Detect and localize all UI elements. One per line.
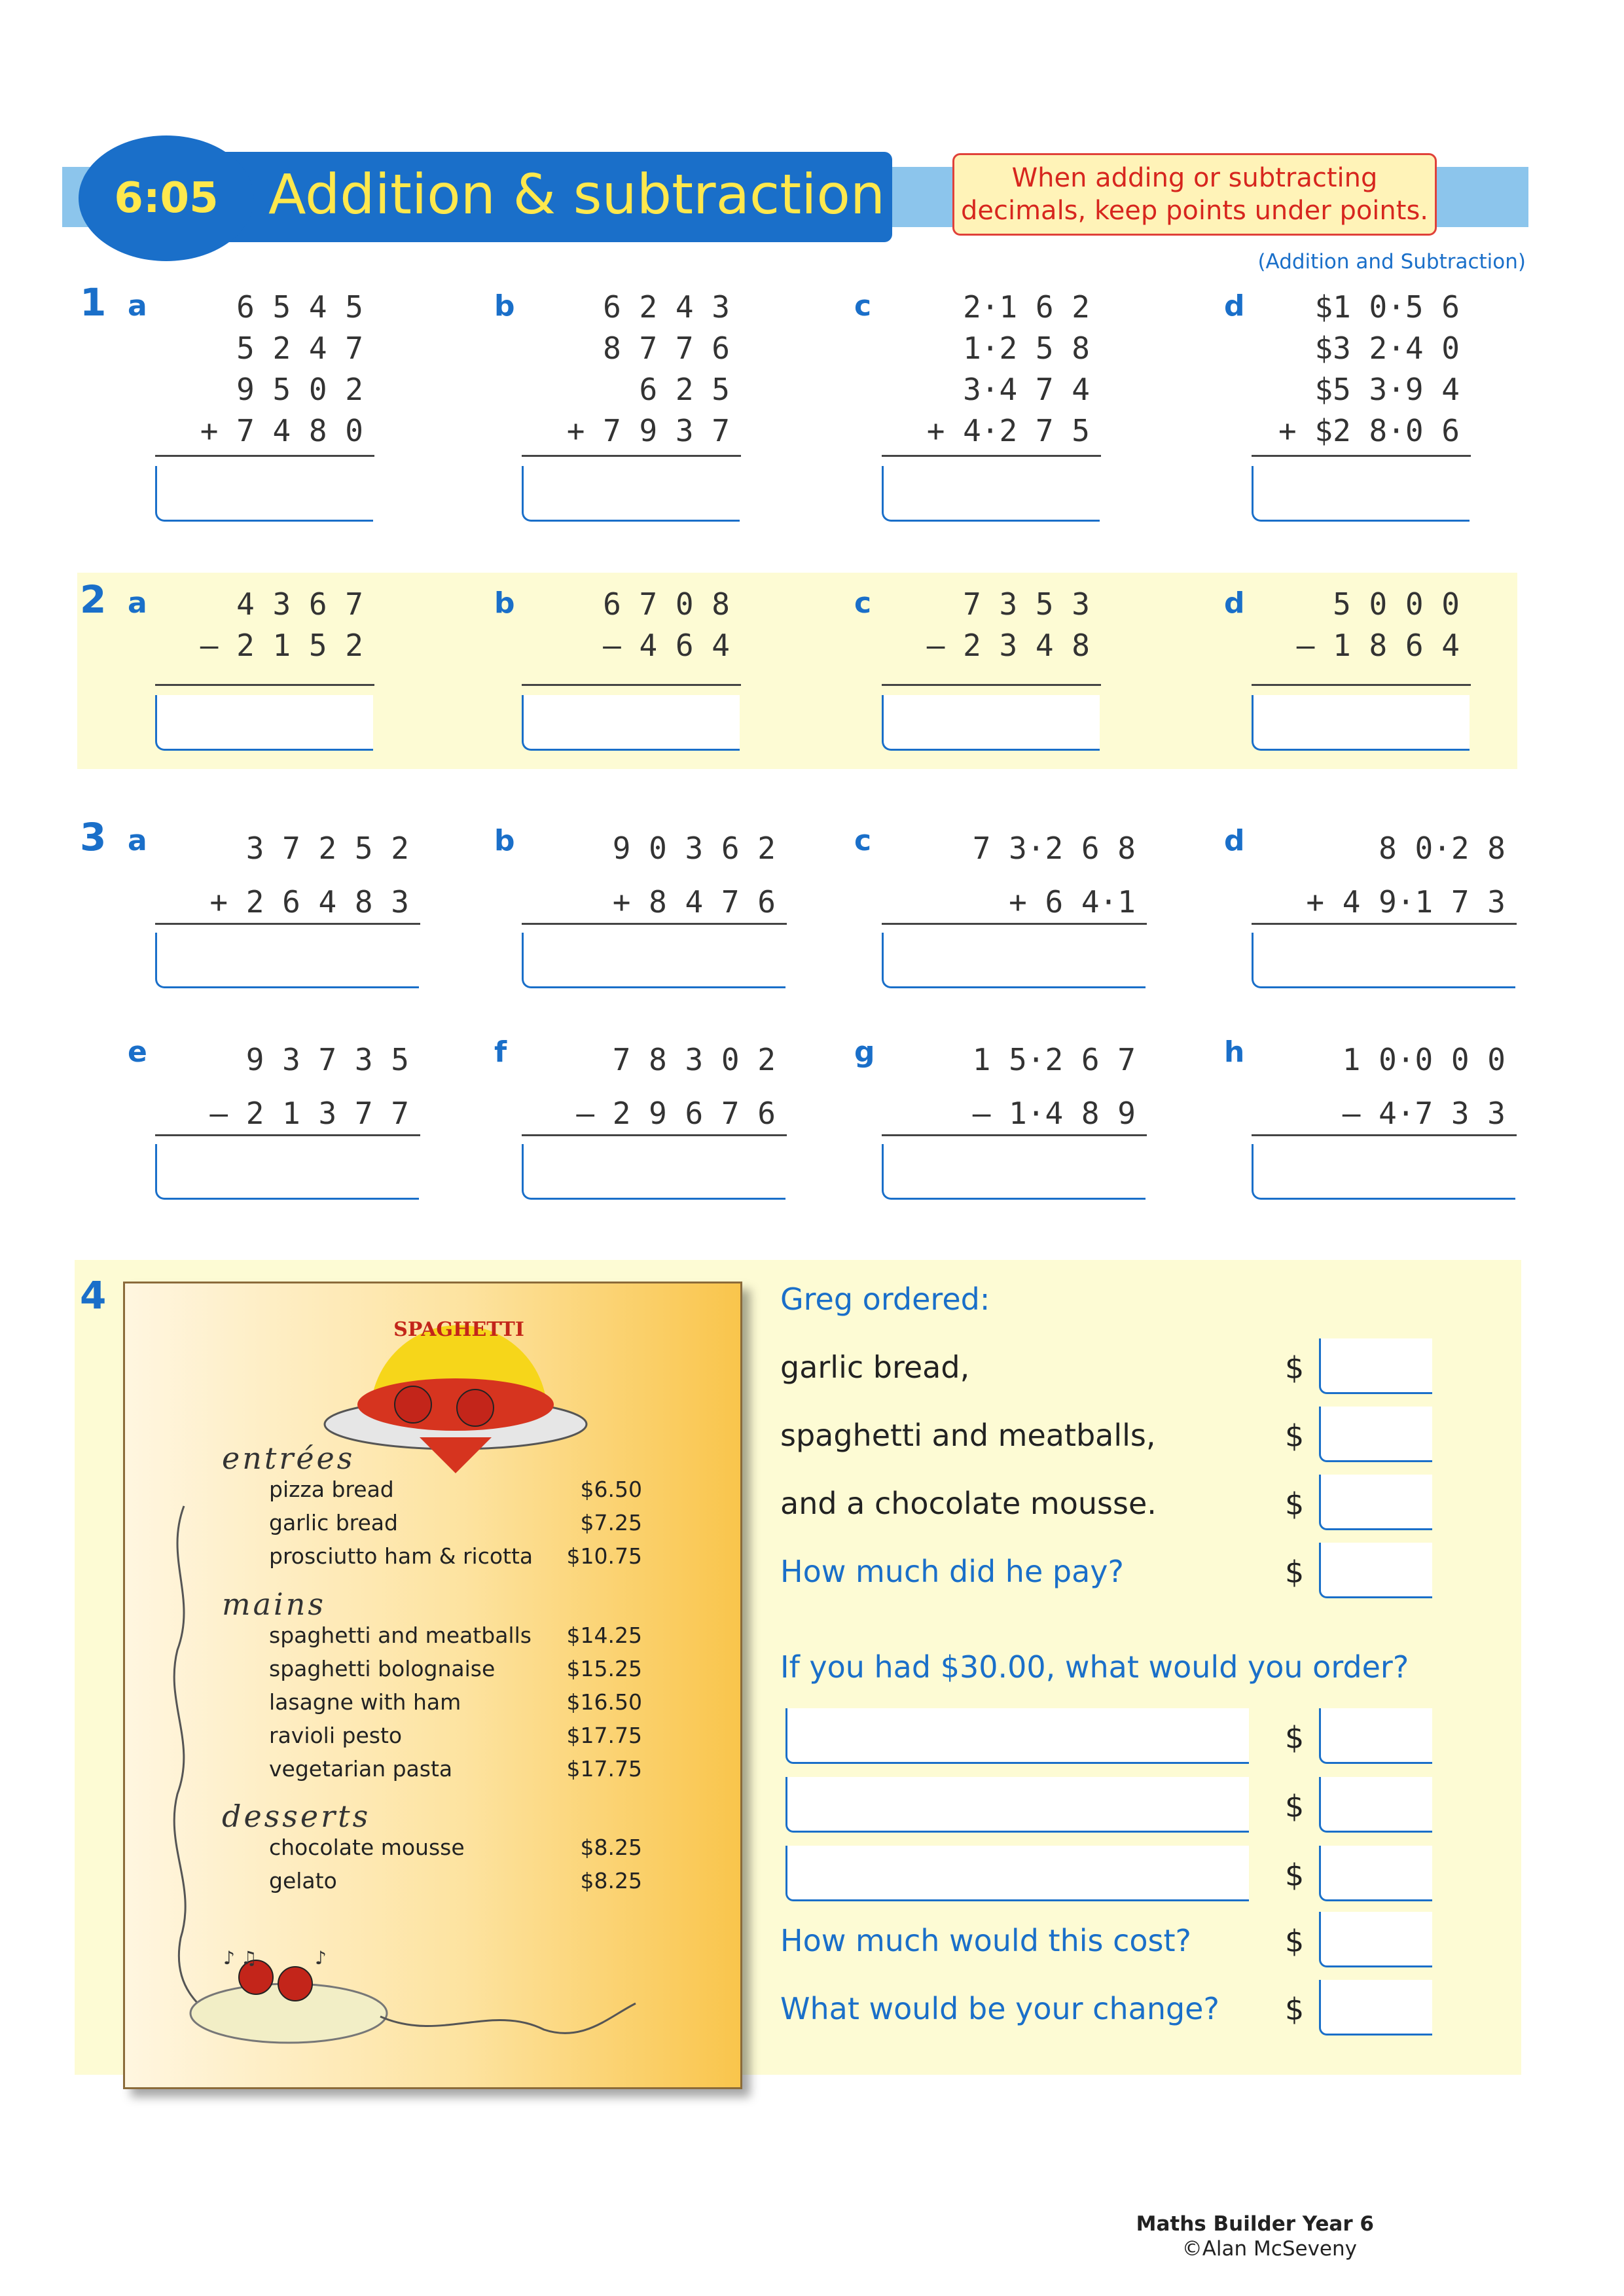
q3-part-b-answer-box[interactable] bbox=[522, 933, 785, 988]
menu-category-1: mains bbox=[222, 1587, 326, 1622]
greg-ordered: Greg ordered: bbox=[780, 1282, 990, 1317]
header-oval bbox=[79, 135, 254, 261]
q1-part-a-row: + 7 4 8 0 bbox=[200, 413, 363, 448]
menu-item-price: $17.75 bbox=[566, 1723, 642, 1748]
menu-item-price: $7.25 bbox=[580, 1510, 642, 1535]
q2-part-b-sum bbox=[524, 584, 730, 666]
menu-item-name: spaghetti bolognaise bbox=[269, 1656, 496, 1681]
q3-part-d-row: + 4 9·1 7 3 bbox=[1306, 884, 1506, 920]
if-question: If you had $30.00, what would you order? bbox=[780, 1649, 1409, 1685]
pay-question: How much did he pay? bbox=[780, 1554, 1124, 1589]
dollar-sign: $ bbox=[1285, 1720, 1305, 1755]
q3-part-g-answer-box[interactable] bbox=[882, 1144, 1146, 1200]
dollar-sign: $ bbox=[1285, 1554, 1305, 1590]
q3-part-b-line bbox=[522, 923, 787, 925]
question-3-number: 3 bbox=[80, 815, 107, 859]
q1-part-c-label: c bbox=[854, 289, 872, 323]
money-answer-box[interactable] bbox=[1319, 1708, 1432, 1764]
q1-part-b-row: 6 2 5 bbox=[639, 372, 730, 407]
q2-part-b-answer-box[interactable] bbox=[522, 695, 740, 751]
money-answer-box[interactable] bbox=[1319, 1846, 1432, 1901]
q1-part-b-label: b bbox=[494, 289, 515, 323]
q2-part-c-row: 7 3 5 3 bbox=[963, 586, 1090, 622]
tip-line-2: decimals, keep points under points. bbox=[960, 196, 1429, 226]
menu-item-name: prosciutto ham & ricotta bbox=[269, 1543, 533, 1569]
q1-part-b-sum bbox=[524, 287, 730, 452]
menu-item-name: gelato bbox=[269, 1868, 337, 1893]
q1-part-d-sum bbox=[1254, 287, 1460, 452]
money-answer-box[interactable] bbox=[1319, 1912, 1432, 1967]
q3-part-c-answer-box[interactable] bbox=[882, 933, 1146, 988]
menu-item-price: $17.75 bbox=[566, 1756, 642, 1782]
dollar-sign: $ bbox=[1285, 1418, 1305, 1454]
menu-card bbox=[123, 1282, 742, 2089]
q3-part-g-line bbox=[882, 1134, 1147, 1136]
q3-part-e-sum bbox=[157, 1033, 409, 1140]
menu-item-name: chocolate mousse bbox=[269, 1835, 465, 1860]
q1-part-c-row: 2·1 6 2 bbox=[963, 289, 1090, 325]
menu-item-price: $8.25 bbox=[580, 1868, 642, 1893]
q3-part-b-sum bbox=[524, 821, 776, 929]
q2-part-d-line bbox=[1252, 684, 1471, 686]
footer-copyright: ©Alan McSeveny bbox=[1182, 2237, 1357, 2261]
q2-part-c-label: c bbox=[854, 586, 872, 620]
q1-part-c-row: 3·4 7 4 bbox=[963, 372, 1090, 407]
order-choice-field-2[interactable] bbox=[785, 1777, 1249, 1833]
noodle-decoration bbox=[125, 1283, 740, 2087]
q2-part-d-row: 5 0 0 0 bbox=[1333, 586, 1460, 622]
menu-item-price: $16.50 bbox=[566, 1689, 642, 1715]
question-4-number: 4 bbox=[80, 1273, 107, 1318]
q2-part-c-answer-box[interactable] bbox=[882, 695, 1100, 751]
q1-part-b-row: 6 2 4 3 bbox=[603, 289, 730, 325]
change-question: What would be your change? bbox=[780, 1991, 1219, 2026]
q3-part-e-row: – 2 1 3 7 7 bbox=[209, 1096, 409, 1131]
tip-box bbox=[952, 153, 1437, 236]
q3-part-h-label: h bbox=[1224, 1035, 1245, 1069]
q3-part-e-answer-box[interactable] bbox=[155, 1144, 419, 1200]
q3-part-d-row: 8 0·2 8 bbox=[1379, 831, 1506, 866]
money-answer-box[interactable] bbox=[1319, 1407, 1432, 1462]
singing-meatball-2 bbox=[278, 1967, 312, 2001]
q1-part-a-sum bbox=[157, 287, 363, 452]
q3-part-b-label: b bbox=[494, 824, 515, 857]
q1-part-d-label: d bbox=[1224, 289, 1245, 323]
menu-item-price: $8.25 bbox=[580, 1835, 642, 1860]
q3-part-f-sum bbox=[524, 1033, 776, 1140]
q1-part-c-line bbox=[882, 455, 1101, 457]
menu-item-name: lasagne with ham bbox=[269, 1689, 461, 1715]
menu-item-price: $10.75 bbox=[566, 1543, 642, 1569]
q3-part-d-answer-box[interactable] bbox=[1252, 933, 1515, 988]
menu-item-price: $6.50 bbox=[580, 1477, 642, 1502]
q1-part-a-answer-box[interactable] bbox=[155, 466, 373, 522]
q3-part-e-label: e bbox=[128, 1035, 147, 1069]
q2-part-a-row: 4 3 6 7 bbox=[236, 586, 363, 622]
dollar-sign: $ bbox=[1285, 1857, 1305, 1893]
menu-item-name: pizza bread bbox=[269, 1477, 394, 1502]
q2-part-b-row: – 4 6 4 bbox=[603, 628, 730, 663]
q3-part-h-row: – 4·7 3 3 bbox=[1342, 1096, 1506, 1131]
order-choice-field-3[interactable] bbox=[785, 1846, 1249, 1901]
q1-part-a-row: 5 2 4 7 bbox=[236, 331, 363, 366]
q3-part-c-row: + 6 4·1 bbox=[1009, 884, 1136, 920]
q3-part-c-row: 7 3·2 6 8 bbox=[972, 831, 1136, 866]
order-item-2: spaghetti and meatballs, bbox=[780, 1418, 1156, 1453]
order-item-1: garlic bread, bbox=[780, 1350, 970, 1385]
question-1-number: 1 bbox=[80, 280, 107, 325]
subtitle: (Addition and Subtraction) bbox=[1257, 250, 1526, 274]
q1-part-c-row: + 4·2 7 5 bbox=[926, 413, 1090, 448]
q3-part-a-answer-box[interactable] bbox=[155, 933, 419, 988]
q3-part-f-label: f bbox=[494, 1035, 507, 1069]
q1-part-c-answer-box[interactable] bbox=[882, 466, 1100, 522]
q3-part-h-row: 1 0·0 0 0 bbox=[1342, 1042, 1506, 1077]
q3-part-d-sum bbox=[1254, 821, 1506, 929]
q3-part-g-label: g bbox=[854, 1035, 875, 1069]
q3-part-f-line bbox=[522, 1134, 787, 1136]
q1-part-d-row: + $2 8·0 6 bbox=[1278, 413, 1460, 448]
q2-part-b-line bbox=[522, 684, 741, 686]
q1-part-d-row: $5 3·9 4 bbox=[1314, 372, 1460, 407]
q2-part-d-answer-box[interactable] bbox=[1252, 695, 1470, 751]
q1-part-a-line bbox=[155, 455, 374, 457]
q3-part-e-row: 9 3 7 3 5 bbox=[245, 1042, 409, 1077]
dollar-sign: $ bbox=[1285, 1789, 1305, 1824]
q3-part-b-row: + 8 4 7 6 bbox=[612, 884, 776, 920]
q1-part-d-row: $1 0·5 6 bbox=[1314, 289, 1460, 325]
order-item-3: and a chocolate mousse. bbox=[780, 1486, 1157, 1521]
menu-item-name: ravioli pesto bbox=[269, 1723, 403, 1748]
q2-part-b-row: 6 7 0 8 bbox=[603, 586, 730, 622]
q3-part-d-label: d bbox=[1224, 824, 1245, 857]
q3-part-f-row: – 2 9 6 7 6 bbox=[576, 1096, 776, 1131]
q3-part-g-row: – 1·4 8 9 bbox=[972, 1096, 1136, 1131]
menu-item-price: $15.25 bbox=[566, 1656, 642, 1681]
q1-part-b-line bbox=[522, 455, 741, 457]
q3-part-a-line bbox=[155, 923, 420, 925]
logo-text: SPAGHETTI bbox=[393, 1318, 524, 1341]
q3-part-d-line bbox=[1252, 923, 1517, 925]
q1-part-b-row: + 7 9 3 7 bbox=[566, 413, 730, 448]
q1-part-b-answer-box[interactable] bbox=[522, 466, 740, 522]
menu-item-price: $14.25 bbox=[566, 1623, 642, 1648]
cost-question: How much would this cost? bbox=[780, 1923, 1191, 1958]
q2-part-a-sum bbox=[157, 584, 363, 666]
menu-item-name: vegetarian pasta bbox=[269, 1756, 453, 1782]
money-answer-box[interactable] bbox=[1319, 1338, 1432, 1394]
order-choice-field-1[interactable] bbox=[785, 1708, 1249, 1764]
q3-part-h-line bbox=[1252, 1134, 1517, 1136]
q3-part-a-row: + 2 6 4 8 3 bbox=[209, 884, 409, 920]
q1-part-a-label: a bbox=[128, 289, 147, 323]
page-title: Addition & subtraction bbox=[268, 162, 886, 226]
money-answer-box[interactable] bbox=[1319, 1777, 1432, 1833]
dollar-sign: $ bbox=[1285, 1350, 1305, 1386]
q2-part-a-row: – 2 1 5 2 bbox=[200, 628, 363, 663]
q3-part-b-row: 9 0 3 6 2 bbox=[612, 831, 776, 866]
q3-part-f-row: 7 8 3 0 2 bbox=[612, 1042, 776, 1077]
q3-part-a-sum bbox=[157, 821, 409, 929]
q3-part-a-label: a bbox=[128, 824, 147, 857]
q2-part-c-line bbox=[882, 684, 1101, 686]
q3-part-c-sum bbox=[884, 821, 1136, 929]
dollar-sign: $ bbox=[1285, 1486, 1305, 1522]
menu-item-name: garlic bread bbox=[269, 1510, 398, 1535]
dollar-sign: $ bbox=[1285, 1924, 1305, 1959]
q1-part-a-row: 6 5 4 5 bbox=[236, 289, 363, 325]
q3-part-a-row: 3 7 2 5 2 bbox=[245, 831, 409, 866]
q1-part-d-answer-box[interactable] bbox=[1252, 466, 1470, 522]
q3-part-f-answer-box[interactable] bbox=[522, 1144, 785, 1200]
section-code: 6:05 bbox=[114, 174, 219, 223]
q3-part-h-answer-box[interactable] bbox=[1252, 1144, 1515, 1200]
q1-part-d-row: $3 2·4 0 bbox=[1314, 331, 1460, 366]
q2-part-a-label: a bbox=[128, 586, 147, 620]
music-note-icon-2: ♪ bbox=[315, 1947, 327, 1969]
q3-part-e-line bbox=[155, 1134, 420, 1136]
q2-part-a-line bbox=[155, 684, 374, 686]
money-answer-box[interactable] bbox=[1319, 1980, 1432, 2036]
money-answer-box[interactable] bbox=[1319, 1543, 1432, 1598]
question-2-number: 2 bbox=[80, 577, 107, 622]
q2-part-b-label: b bbox=[494, 586, 515, 620]
q1-part-c-row: 1·2 5 8 bbox=[963, 331, 1090, 366]
q2-part-c-sum bbox=[884, 584, 1090, 666]
q2-part-d-label: d bbox=[1224, 586, 1245, 620]
q2-part-d-sum bbox=[1254, 584, 1460, 666]
dollar-sign: $ bbox=[1285, 1992, 1305, 2027]
money-answer-box[interactable] bbox=[1319, 1475, 1432, 1530]
q1-part-a-row: 9 5 0 2 bbox=[236, 372, 363, 407]
q2-part-a-answer-box[interactable] bbox=[155, 695, 373, 751]
q3-part-c-label: c bbox=[854, 824, 872, 857]
q2-part-c-row: – 2 3 4 8 bbox=[926, 628, 1090, 663]
menu-category-2: desserts bbox=[222, 1799, 371, 1834]
q1-part-c-sum bbox=[884, 287, 1090, 452]
q3-part-g-row: 1 5·2 6 7 bbox=[972, 1042, 1136, 1077]
q1-part-d-line bbox=[1252, 455, 1471, 457]
q3-part-g-sum bbox=[884, 1033, 1136, 1140]
footer-book: Maths Builder Year 6 bbox=[1136, 2212, 1374, 2236]
q3-part-h-sum bbox=[1254, 1033, 1506, 1140]
menu-item-name: spaghetti and meatballs bbox=[269, 1623, 532, 1648]
q2-part-d-row: – 1 8 6 4 bbox=[1296, 628, 1460, 663]
tip-line-1: When adding or subtracting bbox=[1011, 163, 1378, 193]
music-note-icon: ♪ ♫ bbox=[223, 1947, 257, 1969]
q1-part-b-row: 8 7 7 6 bbox=[603, 331, 730, 366]
q3-part-c-line bbox=[882, 923, 1147, 925]
menu-category-0: entrées bbox=[222, 1441, 355, 1476]
